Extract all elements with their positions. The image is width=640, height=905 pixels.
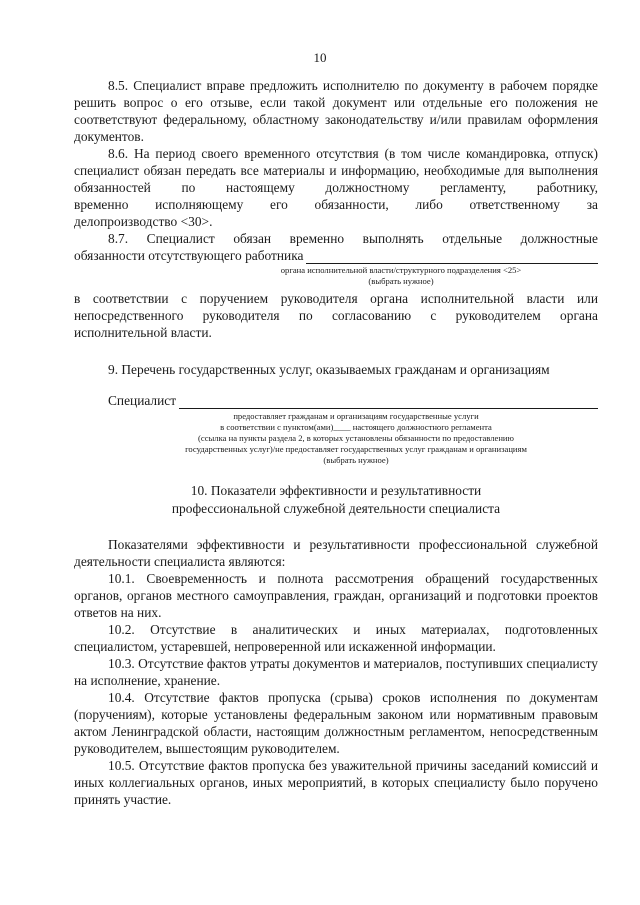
paragraph-8-7-fill-row [74,247,598,264]
section-10-intro: Показателями эффективности и результативности профессиональной служебной деятельности специалиста являются: [74,537,598,569]
item-10-4: 10.4. Отсутствие фактов пропуска (срыва) сроков исполнения по документам (поручениям), которые установлены федеральным законом или нормативным правовым актом Ленинградской области, настоящим должностным регламентом, непосредственным руководителем, вышестоящим руководителем. [74,690,598,756]
word: ответственному [469,197,560,212]
document-body [74,77,598,808]
section-10-heading-line1: 10. Показатели эффективности и результативности [190,483,482,498]
word: исполняющему [155,197,244,212]
word: за [586,197,598,212]
caption-line: государственных услуг)/не предоставляет государственных услуг гражданам и организациям [185,444,527,454]
section-10-heading-line2: профессиональной служебной деятельности специалиста [171,501,501,516]
word: обязанности, [314,197,389,212]
word: либо [415,197,443,212]
caption-line: предоставляет гражданам и организациям государственные услуги [233,411,479,421]
blank-line [306,249,598,264]
paragraph-8-7-lead: обязанности отсутствующего работника [74,248,304,263]
word: временно [74,197,129,212]
blank-line [179,394,598,409]
caption-line: (ссылка на пункты раздела 2, в которых установлены обязанности по предоставлению [198,433,514,443]
paragraph-8-6: 8.6. На период своего временного отсутствия (в том числе командировка, отпуск) специалист обязан передать все материалы и информацию, необходимые для выполнения обязанностей по настоящему должностному регламенту, работнику, [74,146,598,195]
paragraph-8-5: 8.5. Специалист вправе предложить исполнителю по документу в рабочем порядке решить вопрос о его отзыве, если такой документ или отдельные его положения не соответствуют федеральному, областному законодательству и/или правилам оформления документов. [74,78,598,144]
caption-organ: органа исполнительной власти/структурного подразделения <25> [280,265,522,275]
caption-line: в соответствии с пунктом(ами)____ настоящего должностного регламента [220,422,492,432]
section-9-lead: Специалист [108,393,177,408]
paragraph-8-7-continuation: в соответствии с поручением руководителя органа исполнительной власти или непосредственного руководителя по согласованию с руководителем органа исполнительной власти. [74,291,598,340]
paragraph-8-6-end: делопроизводство <30>. [74,214,213,229]
caption-choose: (выбрать нужное) [368,276,434,286]
word: его [270,197,288,212]
caption-line: (выбрать нужное) [323,455,389,465]
section-9-fill-row [74,392,598,409]
item-10-3: 10.3. Отсутствие фактов утраты документов и материалов, поступивших специалисту на исполнение, хранение. [74,656,598,688]
section-9-heading: 9. Перечень государственных услуг, оказываемых гражданам и организациям [108,362,550,377]
item-10-1: 10.1. Своевременность и полнота рассмотрения обращений государственных органов, органов местного самоуправления, граждан, организаций и подготовки проектов ответов на них. [74,571,598,620]
paragraph-8-6-spread-line [74,196,598,213]
section-9-caption [74,411,598,466]
item-10-2: 10.2. Отсутствие в аналитических и иных материалах, подготовленных специалистом, устаревшей, непроверенной или искаженной информации. [74,622,598,654]
item-10-5: 10.5. Отсутствие фактов пропуска без уважительной причины заседаний комиссий и иных коллегиальных органов, иных мероприятий, в которых специалисту было поручено принять участие. [74,758,598,807]
page-number: 10 [313,50,327,65]
paragraph-8-7-line1: 8.7. Специалист обязан временно выполнять отдельные должностные [108,231,598,246]
